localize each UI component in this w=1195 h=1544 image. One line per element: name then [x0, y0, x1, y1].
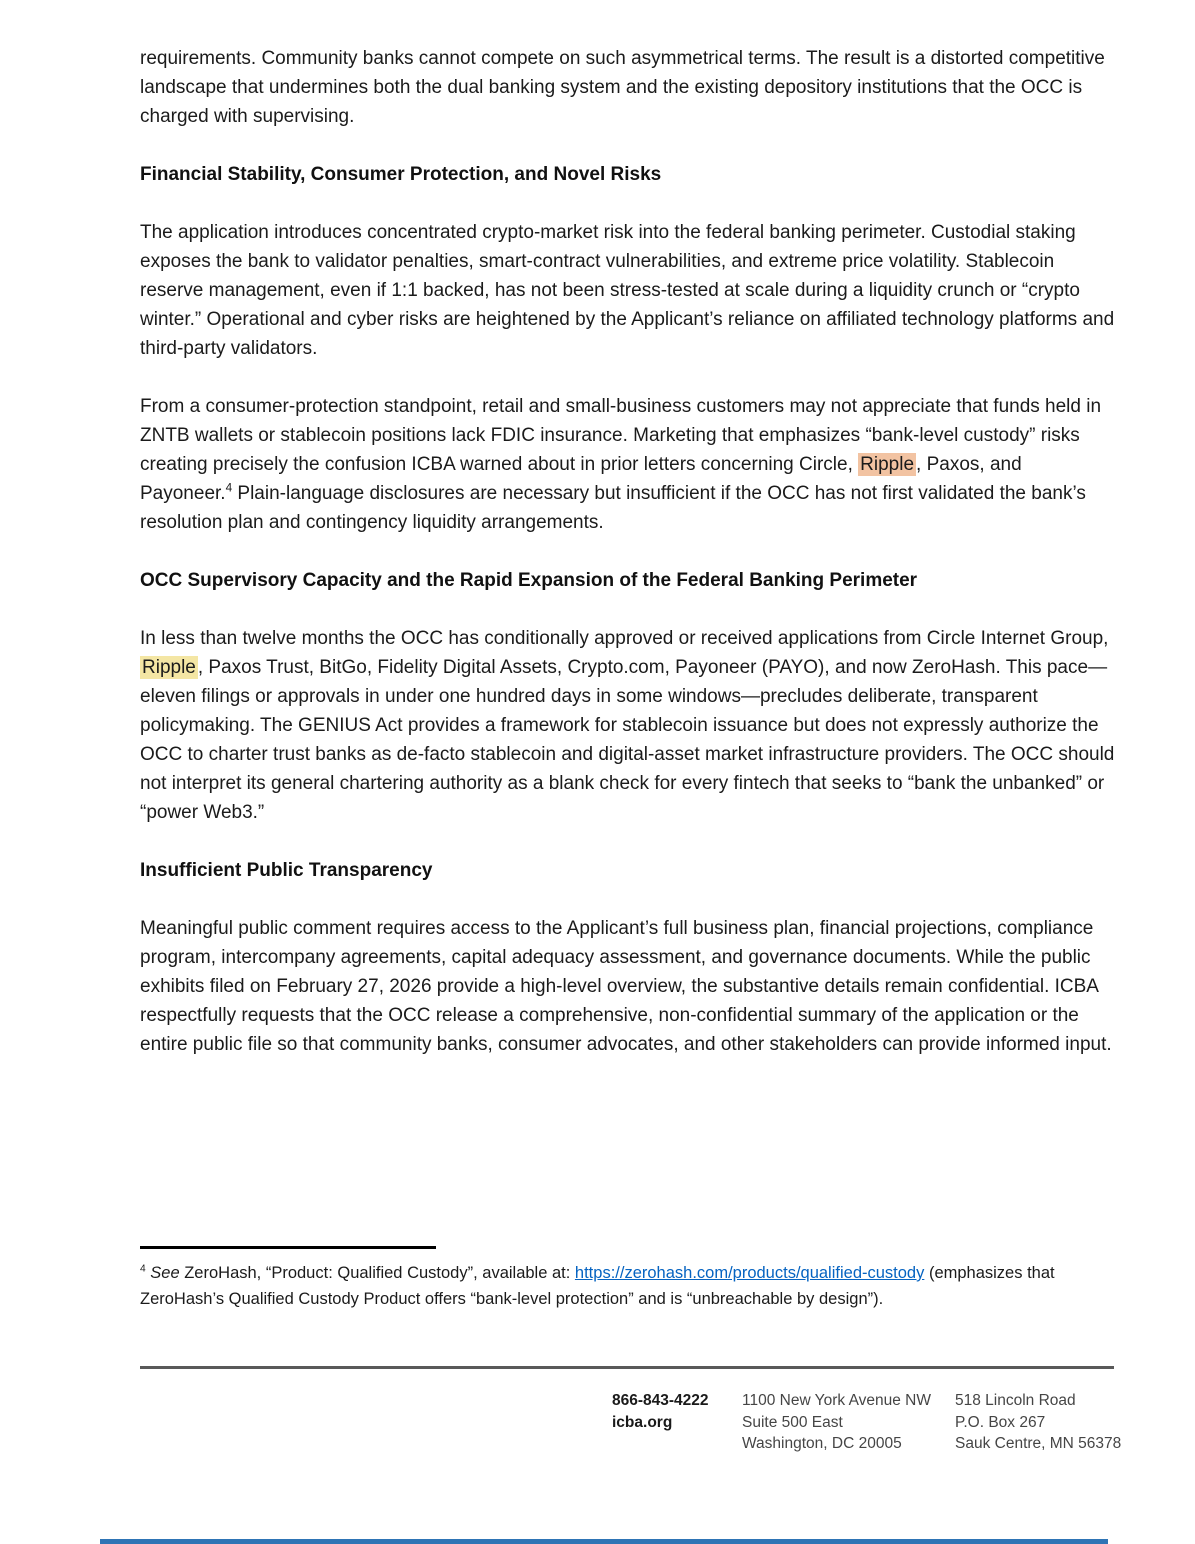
text-run: , Paxos Trust, BitGo, Fidelity Digital Assets, Crypto.com, Payoneer (PAYO), and now ZeroHash. This pace—eleven filings or approvals in under one hundred days in some windows—precludes deliberate, transparent policymaking. The GENIUS Act provides a framework for stablecoin issuance but does not expressly authorize the OCC to charter trust banks as de-facto stablecoin and digital-asset market infrastructure providers. The OCC should not interpret its general chartering authority as a blank check for every fintech that seeks to “bank the unbanked” or “power Web3.” [140, 657, 1115, 823]
body-paragraph [140, 44, 1118, 131]
body-paragraph [140, 392, 1118, 537]
footnote-ref-4: 4 [225, 481, 233, 495]
footer-address-line: 1100 New York Avenue NW [742, 1392, 931, 1409]
heading-text: Financial Stability, Consumer Protection, and Novel Risks [140, 164, 662, 185]
footer-address-mn [955, 1390, 1121, 1455]
footer-address-line: 518 Lincoln Road [955, 1392, 1076, 1409]
body-paragraph [140, 914, 1118, 1059]
text-run: The application introduces concentrated crypto-market risk into the federal banking perimeter. Custodial staking exposes the bank to validator penalties, smart-contract vulnerabilities, and extreme price volatility. Stablecoin reserve management, even if 1:1 backed, has not been stress-tested at scale during a liquidity crunch or “crypto winter.” Operational and cyber risks are heightened by the Applicant’s reliance on affiliated technology platforms and third-party validators. [140, 222, 1115, 359]
footnote-text [140, 1260, 1118, 1312]
body-paragraph [140, 624, 1118, 827]
highlight-ripple-orange: Ripple [860, 454, 915, 475]
body-paragraph [140, 218, 1118, 363]
footer-website: icba.org [612, 1413, 673, 1431]
text-run: ZeroHash, “Product: Qualified Custody”, available at: [179, 1264, 575, 1282]
footer-phone: 866-843-4222 [612, 1392, 709, 1409]
footer-contact [612, 1390, 709, 1433]
letter-body [140, 44, 1118, 1088]
footer-address-line: Suite 500 East [742, 1413, 843, 1431]
footer-rule [140, 1366, 1114, 1369]
footer-address-dc [742, 1390, 931, 1455]
highlight-ripple-yellow: Ripple [142, 657, 196, 678]
footnote-separator [140, 1246, 436, 1249]
footnote-link[interactable]: https://zerohash.com/products/qualified-custody [574, 1264, 925, 1282]
text-run: (emphasizes that ZeroHash’s Qualified Custody Product offers “bank-level protection” and is “unbreachable by design”). [140, 1264, 1055, 1308]
text-run: In less than twelve months the OCC has conditionally approved or received applications from Circle Internet Group, [140, 628, 1109, 649]
footnote-marker-4: 4 [140, 1263, 146, 1275]
text-run: Meaningful public comment requires access to the Applicant’s full business plan, financial projections, compliance program, intercompany agreements, capital adequacy assessment, and governance documents. While the public exhibits filed on February 27, 2026 provide a high-level overview, the substantive details remain confidential. ICBA respectfully requests that the OCC release a comprehensive, non-confidential summary of the application or the entire public file so that community banks, consumer advocates, and other stakeholders can provide informed input. [140, 918, 1112, 1055]
heading-text: Insufficient Public Transparency [140, 860, 433, 881]
text-run: requirements. Community banks cannot compete on such asymmetrical terms. The result is a distorted competitive landscape that undermines both the dual banking system and the existing depository institutions that the OCC is charged with supervising. [140, 48, 1105, 127]
text-run: Plain-language disclosures are necessary but insufficient if the OCC has not first validated the bank’s resolution plan and contingency liquidity arrangements. [140, 483, 1086, 533]
section-heading-insufficient-public-transparency [140, 856, 1118, 885]
section-heading-occ-supervisory-capacity [140, 566, 1118, 595]
heading-text: OCC Supervisory Capacity and the Rapid Expansion of the Federal Banking Perimeter [140, 570, 918, 591]
footnote-see-italic: See [150, 1264, 180, 1282]
text-run: From a consumer-protection standpoint, retail and small-business customers may not appreciate that funds held in ZNTB wallets or stablecoin positions lack FDIC insurance. Marketing that emphasizes “bank-level custody” risks creating precisely the confusion ICBA warned about in prior letters concerning Circle, [140, 396, 1102, 475]
footer-address-line: Sauk Centre, MN 56378 [955, 1435, 1122, 1452]
footer-address-line: P.O. Box 267 [955, 1413, 1046, 1431]
text-run: , Paxos, and Payoneer. [140, 454, 1022, 504]
footnote [140, 1246, 1118, 1312]
footer-address-line: Washington, DC 20005 [742, 1435, 902, 1452]
section-heading-financial-stability [140, 160, 1118, 189]
letterhead-bottom-bar [100, 1539, 1108, 1544]
